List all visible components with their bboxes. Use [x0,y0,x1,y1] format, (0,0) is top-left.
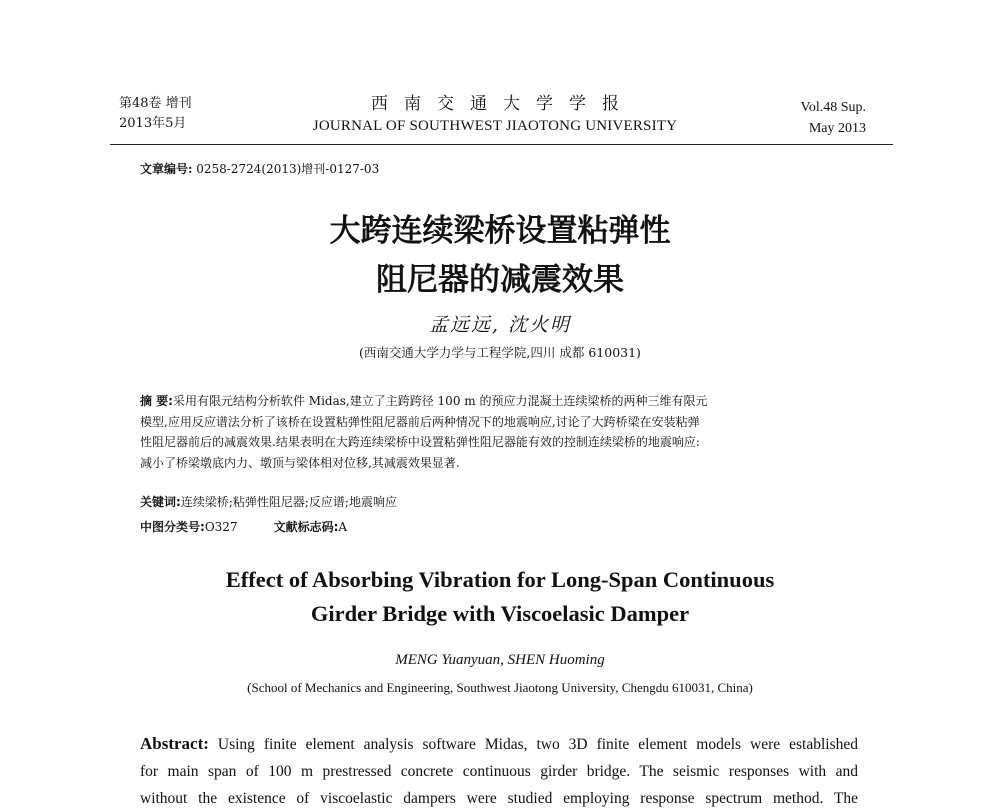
authors-en: MENG Yuanyuan, SHEN Huoming [395,652,605,668]
abstract-en-label: Abstract: [140,734,209,753]
journal-name-cn: 西南交通大学学报 [371,94,635,114]
authors-cn: 孟远远, 沈火明 [428,314,572,336]
article-number-value: 0258-2724(2013)增刊-0127-03 [192,162,380,176]
clc-value: O327 [204,520,238,534]
keywords-value: 连续梁桥;粘弹性阻尼器;反应谱;地震响应 [180,495,397,509]
classification [140,518,347,535]
abstract-en [140,730,858,812]
abstract-cn-line1: 摘 要:采用有限元结构分析软件 Midas,建立了主跨跨径 100 m 的预应力混凝土连续梁桥的两种三维有限元 [140,394,708,408]
keywords-label: 关键词: [140,495,181,509]
title-cn-line1: 大跨连续梁桥设置粘弹性 [329,213,671,249]
doc-code-value: A [338,520,348,534]
abstract-cn-line2: 模型,应用反应谱法分析了该桥在设置粘弹性阻尼器前后两种情况下的地震响应,讨论了大跨桥梁在安装粘弹 [140,414,700,429]
header-rule [110,144,893,145]
volume-en: Vol.48 Sup. [800,100,866,115]
abstract-cn [140,391,860,473]
volume-cn: 第48卷 增刊 [119,96,192,111]
date-cn: 2013年5月 [119,116,187,131]
title-en-line2: Girder Bridge with Viscoelasic Damper [310,601,690,626]
article-number-label: 文章编号: [140,162,193,176]
abstract-en-line1: Abstract: Using finite element analysis software Midas, two 3D finite element models were established [140,734,858,753]
header-left [119,94,192,134]
affiliation-en: (School of Mechanics and Engineering, Southwest Jiaotong University, Chengdu 610031, China) [247,680,753,695]
journal-title [300,92,690,136]
journal-name-en: JOURNAL OF SOUTHWEST JIAOTONG UNIVERSITY [312,118,678,134]
abstract-cn-label: 摘 要: [140,394,173,408]
clc-label: 中图分类号: [140,520,205,534]
title-en-line1: Effect of Absorbing Vibration for Long-Span Continuous [225,567,775,592]
affiliation-cn: (西南交通大学力学与工程学院,四川 成都 610031) [359,345,641,360]
keywords [140,493,397,510]
abstract-cn-line4: 减小了桥梁墩底内力、墩顶与梁体相对位移,其减震效果显著. [140,455,460,470]
doc-code-label: 文献标志码: [273,520,339,534]
title-cn-line2: 阻尼器的减震效果 [376,262,624,298]
article-number [140,160,379,177]
abstract-en-line2: for main span of 100 m prestressed concrete continuous girder bridge. The seismic responses with and [140,763,858,780]
abstract-en-line3: without the existence of viscoelastic dampers were studied employing response spectrum method. The [140,790,858,807]
abstract-cn-line3: 性阻尼器前后的减震效果.结果表明在大跨连续梁桥中设置粘弹性阻尼器能有效的控制连续梁桥的地震响应: [140,435,700,449]
header-right [801,97,866,139]
date-en: May 2013 [808,121,866,136]
